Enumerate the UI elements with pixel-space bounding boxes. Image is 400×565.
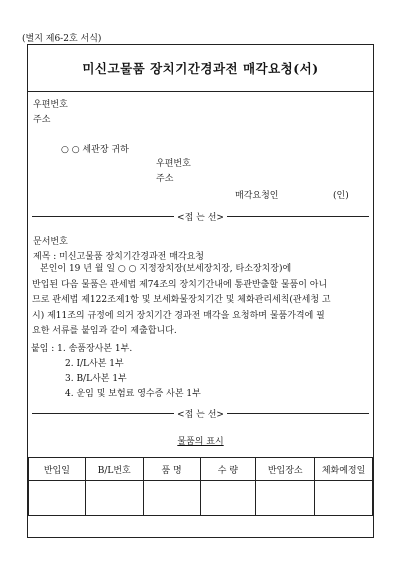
form-title: 미신고물품 장치기간경과전 매각요청(서)	[28, 45, 373, 92]
attachment-item: 3. B/L사본 1부	[65, 374, 127, 384]
goods-description-title: 물품의 표시	[177, 437, 224, 447]
body-line: 반입된 다음 물품은 관세법 제74조의 장치기간내에 통관반출할 물품이 아니	[32, 279, 328, 290]
goods-table	[28, 457, 373, 516]
table-header-row	[29, 458, 373, 481]
table-row	[29, 481, 373, 516]
request-body	[32, 262, 370, 340]
form-number: (별지 제6-2호 서식)	[22, 34, 102, 44]
form-frame	[27, 44, 374, 538]
applicant-address-label: 주소	[33, 115, 51, 125]
recipient-postal-label: 우편번호	[156, 159, 191, 169]
requester-label: 매각요청인	[235, 191, 279, 201]
column-header-quantity: 수 량	[200, 458, 256, 481]
body-line: 므로 관세법 제122조제1항 및 보세화물장치기간 및 체화관리세칙(관세청 고	[32, 295, 331, 305]
fold-line-top	[32, 210, 369, 222]
column-header-expected-date: 체화예정일	[315, 458, 373, 481]
table-cell[interactable]	[200, 481, 256, 516]
recipient-address-label: 주소	[156, 174, 174, 184]
subject-line: 제목 : 미신고물품 장치기간경과전 매각요청	[33, 252, 204, 262]
table-cell[interactable]	[85, 481, 143, 516]
attachment-item: 4. 운임 및 보험료 영수증 사본 1부	[65, 389, 201, 399]
applicant-postal-label: 우편번호	[33, 100, 68, 110]
column-header-storage-place: 반입장소	[256, 458, 315, 481]
body-line: 요한 서류를 붙임과 같이 제출합니다.	[32, 326, 177, 336]
document-number-label: 문서번호	[33, 237, 68, 247]
table-cell[interactable]	[29, 481, 86, 516]
table-cell[interactable]	[143, 481, 200, 516]
body-line: 본인이 19 년 월 일 ○ ○ 지정장치장(보세장치장, 타소장치장)에	[40, 264, 292, 274]
column-header-item-name: 품 명	[143, 458, 200, 481]
column-header-entry-date: 반입일	[29, 458, 86, 481]
customs-chief-addressee: ○ ○ 세관장 귀하	[61, 145, 129, 155]
table-cell[interactable]	[315, 481, 373, 516]
seal-mark: (인)	[333, 191, 349, 201]
body-line: 시) 제11조의 규정에 의거 장치기간 경과전 매각을 요청하며 물품가격에 필	[32, 310, 325, 321]
attachment-item: 붙임 : 1. 송품장사본 1부.	[31, 344, 133, 354]
fold-line-bottom	[32, 407, 369, 419]
fold-line-label: <접 는 선>	[174, 410, 227, 420]
fold-line-label: <접 는 선>	[174, 213, 227, 223]
attachment-item: 2. I/L사본 1부	[65, 359, 124, 369]
column-header-bl-number: B/L번호	[85, 458, 143, 481]
table-cell[interactable]	[256, 481, 315, 516]
